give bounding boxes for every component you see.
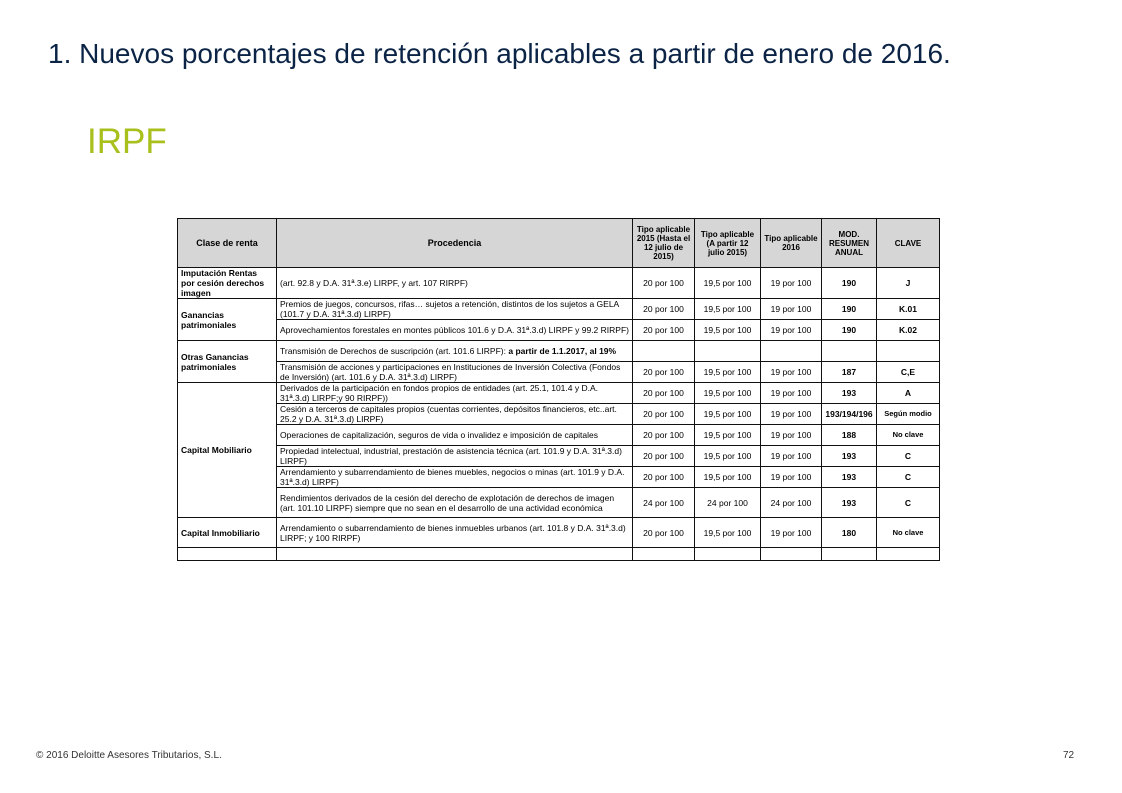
tipo-julio-2015-cell: 19,5 por 100 xyxy=(695,518,761,548)
procedencia-cell: Premios de juegos, concursos, rifas… sujetos a retención, distintos de los sujetos a GELA (101.7 y D.A. 31ª.3.d) LIRPF) xyxy=(277,299,633,320)
tipo-2016-cell: 19 por 100 xyxy=(761,299,822,320)
modelo-cell: 188 xyxy=(822,425,877,446)
clave-cell: K.02 xyxy=(877,320,940,341)
modelo-cell: 193/194/196 xyxy=(822,404,877,425)
section-label: IRPF xyxy=(87,122,167,161)
tipo-julio-2015-cell xyxy=(695,341,761,362)
tipo-2015-cell: 20 por 100 xyxy=(633,404,695,425)
tipo-2015-cell: 20 por 100 xyxy=(633,446,695,467)
clase-renta-cell: Imputación Rentas por cesión derechos imagen xyxy=(178,268,277,299)
clave-cell: A xyxy=(877,383,940,404)
clase-renta-cell: Capital Mobiliario xyxy=(178,383,277,518)
spacer-cell xyxy=(822,548,877,561)
tipo-julio-2015-cell: 19,5 por 100 xyxy=(695,467,761,488)
table-row xyxy=(178,425,940,446)
procedencia-cell: (art. 92.8 y D.A. 31ª.3.e) LIRPF, y art. 107 RIRPF) xyxy=(277,268,633,299)
modelo-cell xyxy=(822,341,877,362)
procedencia-text: Transmisión de Derechos de suscripción (art. 101.6 LIRPF): xyxy=(280,346,506,356)
procedencia-highlight: a partir de 1.1.2017, al 19% xyxy=(508,346,617,356)
procedencia-cell: Rendimientos derivados de la cesión del derecho de explotación de derechos de imagen (art. 101.10 LIRPF) siempre que no sean en el desarrollo de una actividad económica xyxy=(277,488,633,518)
clave-cell: C xyxy=(877,467,940,488)
page-number: 72 xyxy=(1063,750,1075,761)
modelo-cell: 187 xyxy=(822,362,877,383)
modelo-cell: 193 xyxy=(822,467,877,488)
clave-cell: Según modio xyxy=(877,404,940,425)
tipo-2015-cell: 20 por 100 xyxy=(633,268,695,299)
table-row xyxy=(178,488,940,518)
tipo-2015-cell: 24 por 100 xyxy=(633,488,695,518)
table-row xyxy=(178,446,940,467)
modelo-cell: 180 xyxy=(822,518,877,548)
spacer-cell xyxy=(695,548,761,561)
clase-renta-cell: Ganancias patrimoniales xyxy=(178,299,277,341)
tipo-2015-cell: 20 por 100 xyxy=(633,383,695,404)
spacer-cell xyxy=(761,548,822,561)
tipo-2016-cell: 19 por 100 xyxy=(761,425,822,446)
spacer-cell xyxy=(178,548,277,561)
procedencia-cell: Derivados de la participación en fondos propios de entidades (art. 25.1, 101.4 y D.A. 31ª.3.d) LIRPF;y 90 RIRPF)) xyxy=(277,383,633,404)
modelo-cell: 190 xyxy=(822,268,877,299)
column-header-tipo-2015: Tipo aplicable 2015 (Hasta el 12 julio de 2015) xyxy=(633,219,695,268)
table-header-row xyxy=(178,219,940,268)
column-header-tipo-julio-2015: Tipo aplicable (A partir 12 julio 2015) xyxy=(695,219,761,268)
tipo-2016-cell: 19 por 100 xyxy=(761,383,822,404)
spacer-cell xyxy=(877,548,940,561)
column-header-procedencia: Procedencia xyxy=(277,219,633,268)
tipo-julio-2015-cell: 19,5 por 100 xyxy=(695,362,761,383)
tipo-julio-2015-cell: 19,5 por 100 xyxy=(695,320,761,341)
clave-cell: C,E xyxy=(877,362,940,383)
table-row xyxy=(178,268,940,299)
tipo-2015-cell xyxy=(633,341,695,362)
tipo-2016-cell: 19 por 100 xyxy=(761,320,822,341)
clave-cell: No clave xyxy=(877,425,940,446)
clase-renta-cell: Capital Inmobiliario xyxy=(178,518,277,548)
modelo-cell: 190 xyxy=(822,299,877,320)
tipo-2015-cell: 20 por 100 xyxy=(633,320,695,341)
clave-cell: K.01 xyxy=(877,299,940,320)
procedencia-cell: Operaciones de capitalización, seguros de vida o invalidez e imposición de capitales xyxy=(277,425,633,446)
tipo-julio-2015-cell: 19,5 por 100 xyxy=(695,383,761,404)
procedencia-cell: Arrendamiento o subarrendamiento de bienes inmuebles urbanos (art. 101.8 y D.A. 31ª.3.d) LIRPF; y 100 RIRPF) xyxy=(277,518,633,548)
tipo-julio-2015-cell: 19,5 por 100 xyxy=(695,299,761,320)
tipo-2015-cell: 20 por 100 xyxy=(633,425,695,446)
tipo-2016-cell: 19 por 100 xyxy=(761,404,822,425)
column-header-clase: Clase de renta xyxy=(178,219,277,268)
procedencia-cell: Aprovechamientos forestales en montes públicos 101.6 y D.A. 31ª.3.d) LIRPF y 99.2 RIRPF) xyxy=(277,320,633,341)
footer-copyright: © 2016 Deloitte Asesores Tributarios, S.L. xyxy=(36,750,222,761)
tipo-2015-cell: 20 por 100 xyxy=(633,467,695,488)
tipo-2016-cell: 19 por 100 xyxy=(761,467,822,488)
procedencia-cell: Cesión a terceros de capitales propios (cuentas corrientes, depósitos financieros, etc..art. 25.2 y D.A. 31ª.3.d) LIRPF) xyxy=(277,404,633,425)
column-header-clave: CLAVE xyxy=(877,219,940,268)
tipo-2016-cell xyxy=(761,341,822,362)
clave-cell xyxy=(877,341,940,362)
table-row xyxy=(178,299,940,320)
column-header-modelo: MOD. RESUMEN ANUAL xyxy=(822,219,877,268)
procedencia-cell: Transmisión de acciones y participaciones en Instituciones de Inversión Colectiva (Fondos de Inversión) (art. 101.6 y D.A. 31ª.3.d) LIRPF) xyxy=(277,362,633,383)
modelo-cell: 193 xyxy=(822,488,877,518)
modelo-cell: 193 xyxy=(822,383,877,404)
spacer-cell xyxy=(277,548,633,561)
table-bottom-spacer xyxy=(178,548,940,561)
tipo-2016-cell: 19 por 100 xyxy=(761,518,822,548)
clave-cell: C xyxy=(877,488,940,518)
tipo-2016-cell: 24 por 100 xyxy=(761,488,822,518)
table-row xyxy=(178,341,940,362)
spacer-cell xyxy=(633,548,695,561)
procedencia-cell xyxy=(277,341,633,362)
tipo-julio-2015-cell: 24 por 100 xyxy=(695,488,761,518)
modelo-cell: 193 xyxy=(822,446,877,467)
tipo-julio-2015-cell: 19,5 por 100 xyxy=(695,425,761,446)
procedencia-cell: Propiedad intelectual, industrial, prestación de asistencia técnica (art. 101.9 y D.A. 31ª.3.d) LIRPF) xyxy=(277,446,633,467)
tipo-julio-2015-cell: 19,5 por 100 xyxy=(695,446,761,467)
tipo-2016-cell: 19 por 100 xyxy=(761,446,822,467)
clave-cell: C xyxy=(877,446,940,467)
tipo-2015-cell: 20 por 100 xyxy=(633,518,695,548)
table-row xyxy=(178,383,940,404)
tipo-2016-cell: 19 por 100 xyxy=(761,268,822,299)
retention-table xyxy=(177,218,940,561)
procedencia-cell: Arrendamiento y subarrendamiento de bienes muebles, negocios o minas (art. 101.9 y D.A. 31ª.3.d) LIRPF) xyxy=(277,467,633,488)
tipo-julio-2015-cell: 19,5 por 100 xyxy=(695,268,761,299)
clave-cell: No clave xyxy=(877,518,940,548)
tipo-2015-cell: 20 por 100 xyxy=(633,362,695,383)
table-row xyxy=(178,467,940,488)
modelo-cell: 190 xyxy=(822,320,877,341)
column-header-tipo-2016: Tipo aplicable 2016 xyxy=(761,219,822,268)
clase-renta-cell: Otras Ganancias patrimoniales xyxy=(178,341,277,383)
table-row xyxy=(178,404,940,425)
clave-cell: J xyxy=(877,268,940,299)
tipo-2015-cell: 20 por 100 xyxy=(633,299,695,320)
tipo-2016-cell: 19 por 100 xyxy=(761,362,822,383)
table-row xyxy=(178,362,940,383)
table-row xyxy=(178,518,940,548)
slide-title: 1. Nuevos porcentajes de retención aplicables a partir de enero de 2016. xyxy=(48,38,951,69)
tipo-julio-2015-cell: 19,5 por 100 xyxy=(695,404,761,425)
table-row xyxy=(178,320,940,341)
